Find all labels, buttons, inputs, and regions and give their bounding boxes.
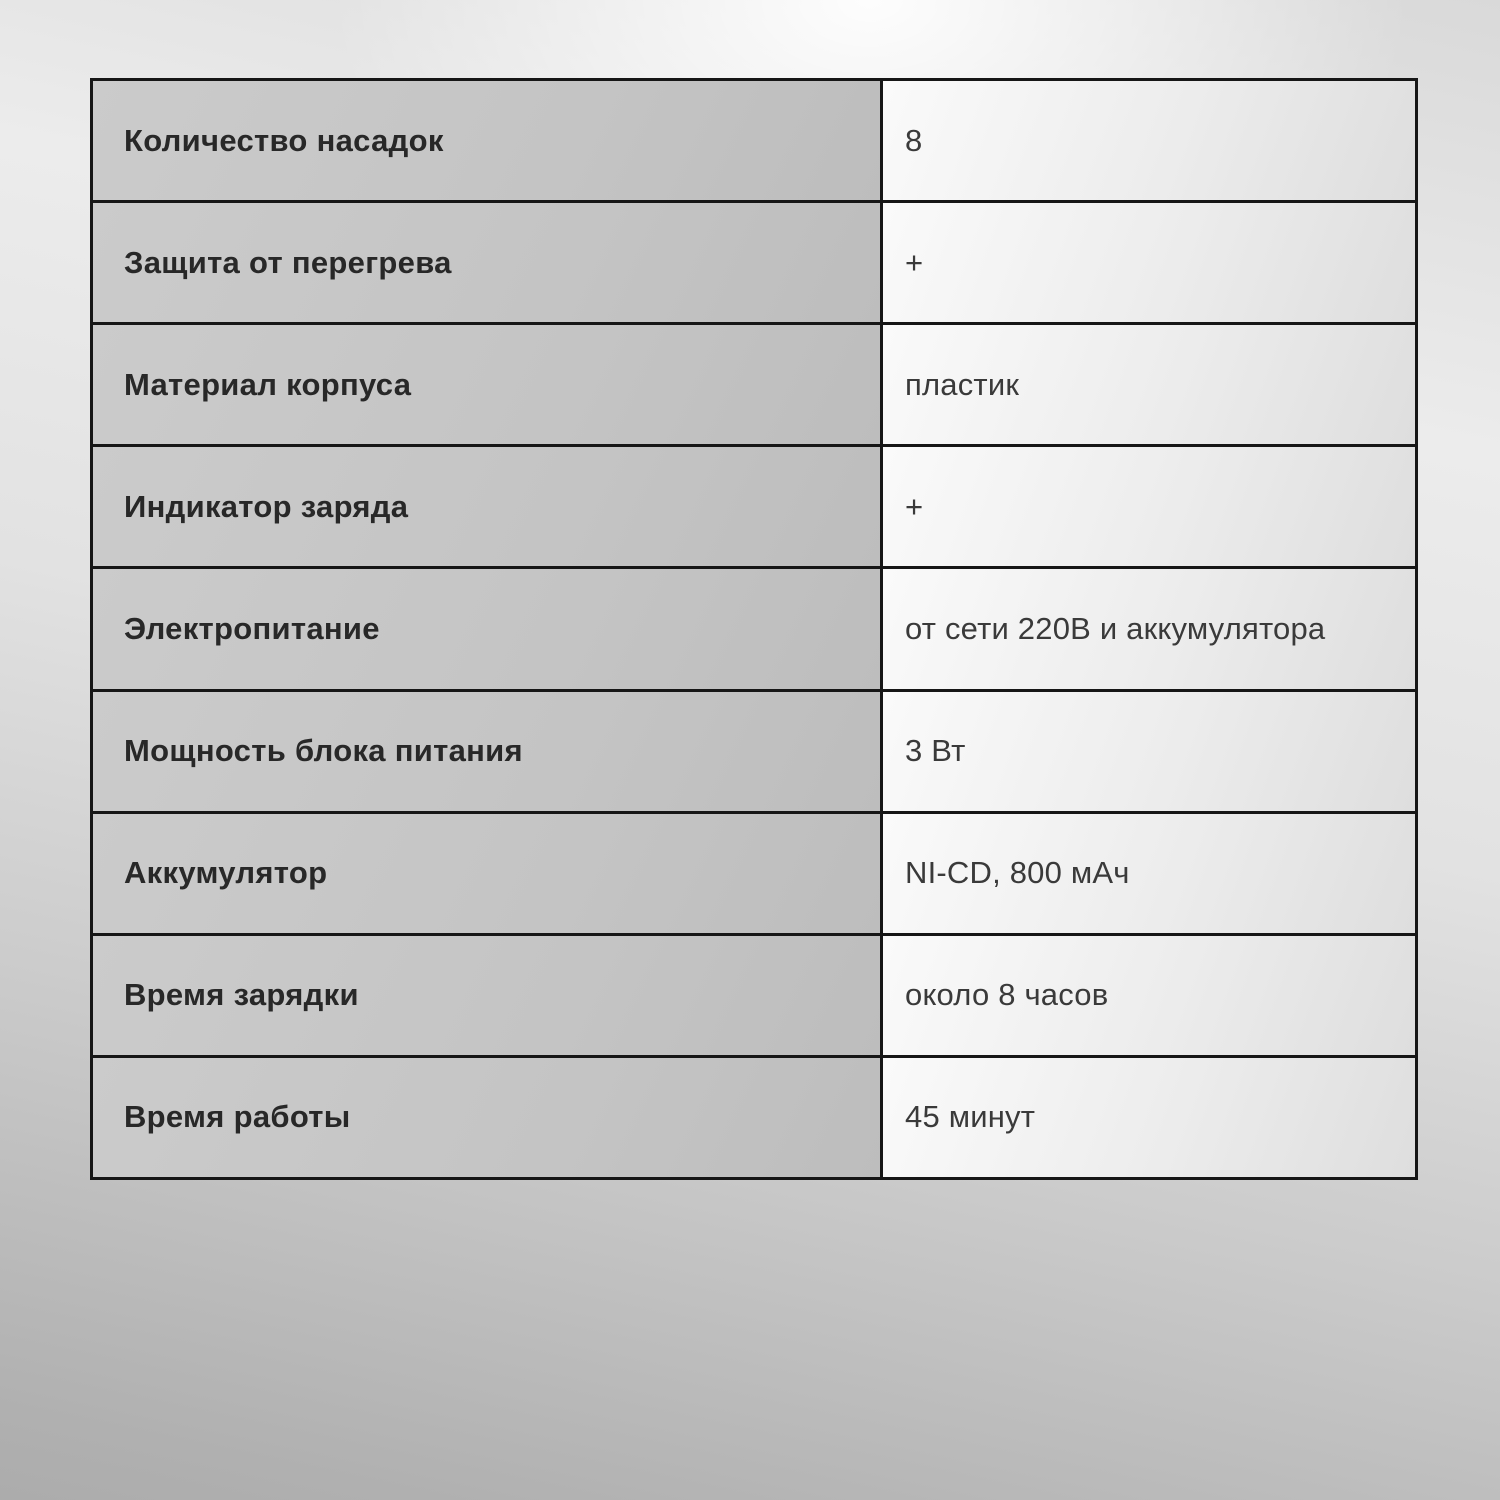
spec-value: пластик <box>905 366 1020 402</box>
spec-value-cell <box>883 81 1415 200</box>
spec-label-cell <box>93 81 883 200</box>
spec-value: 45 минут <box>905 1099 1036 1135</box>
table-row <box>93 203 1415 325</box>
spec-label-cell <box>93 1058 883 1177</box>
spec-label-cell <box>93 936 883 1055</box>
spec-value-cell <box>883 936 1415 1055</box>
spec-label-cell <box>93 692 883 811</box>
table-row <box>93 325 1415 447</box>
spec-value: от сети 220В и аккумулятора <box>905 610 1326 646</box>
spec-value-cell <box>883 325 1415 444</box>
spec-label-cell <box>93 447 883 566</box>
spec-value-cell <box>883 1058 1415 1177</box>
table-row <box>93 447 1415 569</box>
spec-label-cell <box>93 325 883 444</box>
spec-value-cell <box>883 203 1415 322</box>
spec-value-cell <box>883 692 1415 811</box>
spec-label: Индикатор заряда <box>124 488 409 524</box>
table-row <box>93 936 1415 1058</box>
table-row <box>93 814 1415 936</box>
spec-label: Количество насадок <box>124 122 444 158</box>
spec-label: Мощность блока питания <box>124 733 523 769</box>
spec-label: Электропитание <box>124 610 380 646</box>
spec-value: + <box>905 488 924 524</box>
table-row <box>93 569 1415 691</box>
table-row <box>93 692 1415 814</box>
spec-label-cell <box>93 814 883 933</box>
spec-label: Защита от перегрева <box>124 244 452 280</box>
spec-label: Материал корпуса <box>124 366 412 402</box>
spec-label-cell <box>93 203 883 322</box>
spec-value: около 8 часов <box>905 977 1109 1013</box>
spec-value: + <box>905 244 924 280</box>
spec-value-cell <box>883 569 1415 688</box>
spec-value-cell <box>883 814 1415 933</box>
spec-label: Время работы <box>124 1099 351 1135</box>
spec-value: 8 <box>905 122 923 158</box>
spec-value: NI-CD, 800 мАч <box>905 855 1130 891</box>
spec-label: Аккумулятор <box>124 855 328 891</box>
spec-value-cell <box>883 447 1415 566</box>
spec-label-cell <box>93 569 883 688</box>
table-row <box>93 1058 1415 1177</box>
specifications-table <box>90 78 1418 1180</box>
table-row <box>93 81 1415 203</box>
spec-label: Время зарядки <box>124 977 359 1013</box>
spec-value: 3 Вт <box>905 733 966 769</box>
